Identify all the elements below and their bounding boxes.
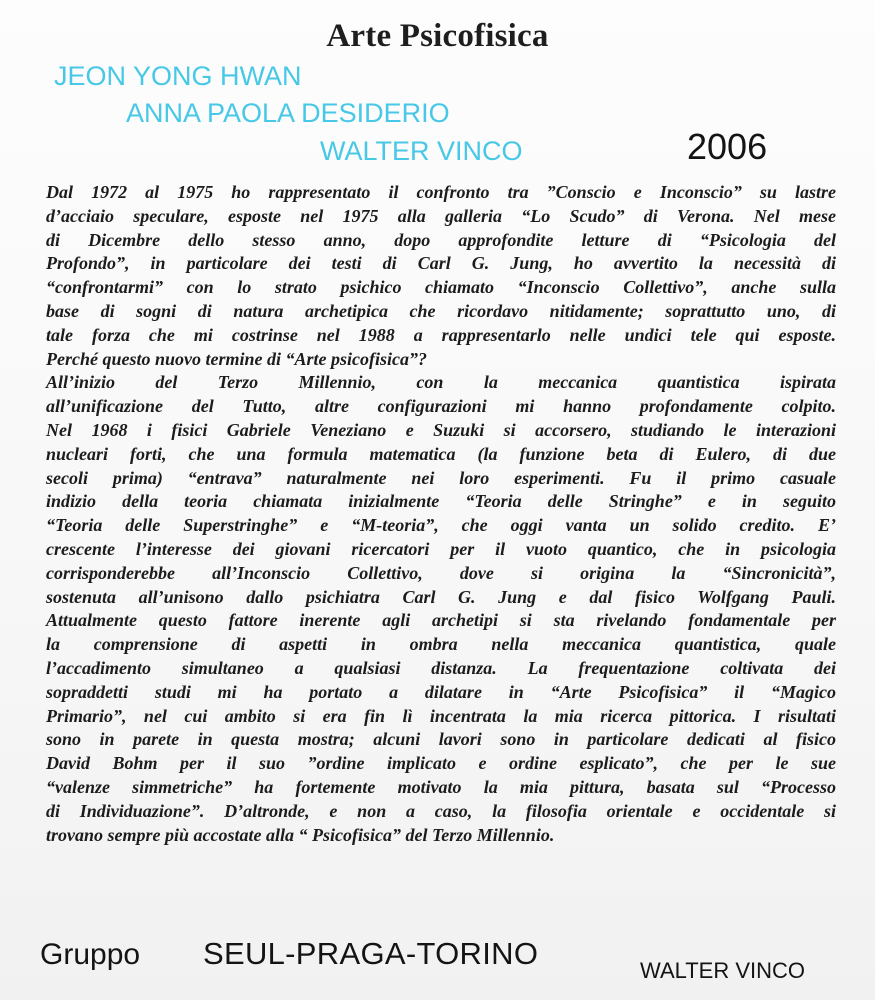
body-line: “confrontarmi” con lo strato psichico chiamato “Inconscio Collettivo”, anche sulla — [46, 277, 836, 298]
body-line: “valenze simmetriche” ha fortemente motivato la mia pittura, basata sul “Processo — [46, 776, 836, 797]
body-line: Perché questo nuovo termine di “Arte psicofisica”? — [46, 348, 427, 369]
body-line: corrisponderebbe all’Inconscio Collettivo, dove si origina la “Sincronicità”, — [46, 562, 836, 583]
body-line: “Teoria delle Superstringhe” e “M-teoria”, che oggi vanta un solido credito. E’ — [46, 515, 836, 536]
body-line: Profondo”, in particolare dei testi di Carl G. Jung, ho avvertito la necessità di — [46, 253, 836, 274]
body-line: secoli prima) “entrava” naturalmente nei loro esperimenti. Fu il primo casuale — [46, 467, 836, 488]
body-line: Nel 1968 i fisici Gabriele Veneziano e Suzuki si accorsero, studiando le interazioni — [46, 419, 836, 440]
signature: WALTER VINCO — [640, 958, 806, 983]
author-walter-vinco: WALTER VINCO — [320, 136, 523, 166]
body-line: nucleari forti, che una formula matematica (la funzione beta di Eulero, di due — [46, 443, 836, 464]
body-text — [46, 181, 836, 847]
body-line: Attualmente questo fattore inerente agli archetipi si sta rivelando fondamentale per — [46, 610, 836, 631]
body-line: base di sogni di natura archetipica che ricordavo nitidamente; soprattutto uno, di — [46, 300, 836, 321]
body-line: David Bohm per il suo ”ordine implicato e ordine esplicato”, che per le sue — [46, 753, 836, 774]
body-line: indizio della teoria chiamata inizialmente “Teoria delle Stringhe” e in seguito — [46, 491, 836, 512]
body-line: la comprensione di aspetti in ombra nella meccanica quantistica, quale — [46, 634, 836, 655]
body-line: sono in parete in questa mostra; alcuni lavori sono in particolare dedicati al fisico — [46, 729, 836, 750]
body-line: All’inizio del Terzo Millennio, con la meccanica quantistica ispirata — [46, 372, 836, 393]
body-line: Dal 1972 al 1975 ho rappresentato il confronto tra ”Conscio e Inconscio” su lastre — [46, 182, 836, 202]
body-line: crescente l’interesse dei giovani ricercatori per il vuoto quantico, che in psicologia — [46, 538, 836, 559]
author-jeon-yong-hwan: JEON YONG HWAN — [54, 61, 302, 91]
body-line: trovano sempre più accostate alla “ Psicofisica” del Terzo Millennio. — [46, 824, 555, 845]
body-line: sopraddetti studi mi ha portato a dilatare in “Arte Psicofisica” il “Magico — [46, 681, 836, 702]
group-label: Gruppo — [40, 938, 141, 971]
body-line: all’unificazione del Tutto, altre configurazioni mi hanno profondamente colpito. — [46, 396, 836, 417]
document-title: Arte Psicofisica — [326, 18, 549, 54]
body-line: di Individuazione”. D’altronde, e non a caso, la filosofia orientale e occidentale si — [46, 800, 836, 821]
body-line: l’accadimento simultaneo a qualsiasi distanza. La frequentazione coltivata dei — [46, 657, 836, 678]
group-name: SEUL-PRAGA-TORINO — [203, 936, 539, 971]
body-line: Primario”, nel cui ambito si era fin lì incentrata la mia ricerca pittorica. I risultati — [46, 705, 836, 726]
author-anna-paola-desiderio: ANNA PAOLA DESIDERIO — [126, 98, 450, 128]
year-label: 2006 — [687, 126, 768, 167]
body-line: sostenuta all’unisono dallo psichiatra Carl G. Jung e dal fisico Wolfgang Pauli. — [46, 586, 836, 607]
body-line: d’acciaio speculare, esposte nel 1975 alla galleria “Lo Scudo” di Verona. Nel mese — [46, 205, 836, 226]
body-line: di Dicembre dello stesso anno, dopo approfondite letture di “Psicologia del — [46, 229, 836, 250]
body-line: tale forza che mi costrinse nel 1988 a rappresentarlo nelle undici tele qui esposte. — [46, 324, 836, 345]
